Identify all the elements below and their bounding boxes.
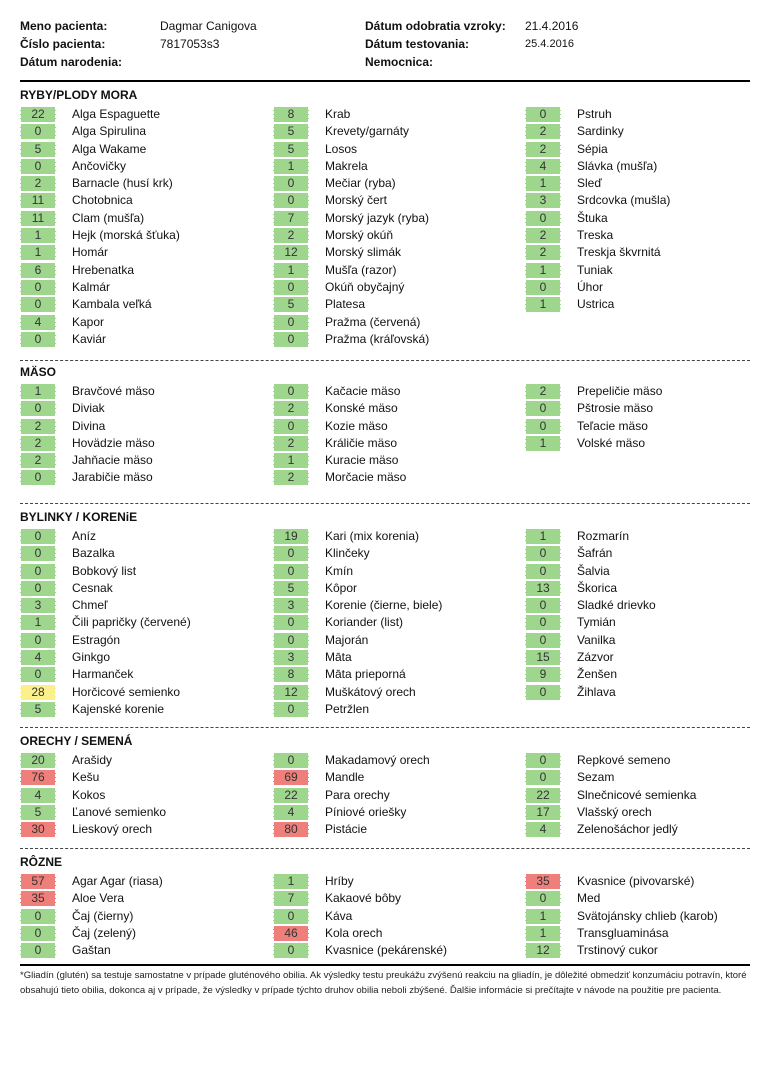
food-name: Králičie mäso [325,435,398,450]
result-value: 22 [525,788,561,803]
food-name: Jarabičie mäso [72,470,153,485]
result-value: 1 [525,909,561,924]
result-value: 22 [20,107,56,122]
result-value: 2 [525,142,561,157]
result-value: 7 [273,211,309,226]
result-value: 0 [20,332,56,347]
result-value: 8 [273,667,309,682]
result-value: 0 [525,564,561,579]
result-value: 5 [20,142,56,157]
food-name: Sladké drievko [577,598,656,613]
result-value: 0 [273,633,309,648]
food-name: Kaviár [72,331,107,346]
food-name: Hejk (morská šťuka) [72,228,180,243]
food-name: Kvasnice (pekárenské) [325,943,448,958]
food-name: Kapor [72,314,105,329]
food-name: Sépia [577,141,608,156]
result-value: 0 [273,332,309,347]
result-value: 1 [525,926,561,941]
result-value: 0 [525,107,561,122]
section-title: RÔZNE [20,855,62,869]
food-name: Svätojánsky chlieb (karob) [577,908,718,923]
result-value: 12 [273,245,309,260]
food-name: Okúň obyčajný [325,279,405,294]
result-value: 2 [20,176,56,191]
food-name: Sleď [577,176,602,191]
food-name: Pražma (červená) [325,314,421,329]
hospital-label: Nemocnica: [365,55,434,69]
result-value: 0 [20,297,56,312]
food-name: Krevety/garnáty [325,124,410,139]
result-value: 0 [273,564,309,579]
food-name: Volské mäso [577,435,646,450]
result-value: 57 [20,874,56,889]
food-name: Kalmár [72,279,111,294]
test-date-label: Dátum testovania: [365,37,470,51]
food-name: Kokos [72,787,106,802]
food-name: Estragón [72,632,121,647]
result-value: 3 [20,598,56,613]
food-name: Jahňacie mäso [72,453,153,468]
result-value: 80 [273,822,309,837]
food-name: Slnečnicové semienka [577,787,697,802]
food-name: Šalvia [577,563,610,578]
food-name: Šafrán [577,546,613,561]
section-divider [20,360,750,361]
food-name: Māta prieporná [325,667,406,682]
food-name: Kozie mäso [325,418,388,433]
food-name: Teľacie mäso [577,418,648,433]
food-name: Morský okúň [325,228,394,243]
food-name: Ančovičky [72,158,127,173]
section-title: MÄSO [20,365,56,379]
food-name: Úhor [577,279,604,294]
result-value: 17 [525,805,561,820]
food-name: Sardinky [577,124,624,139]
result-value: 1 [525,529,561,544]
food-name: Čaj (zelený) [72,925,137,940]
food-name: Para orechy [325,787,390,802]
result-value: 0 [273,315,309,330]
food-name: Clam (mušľa) [72,210,145,225]
result-value: 2 [20,453,56,468]
result-value: 0 [273,615,309,630]
result-value: 0 [273,419,309,434]
food-name: Makadamový orech [325,753,430,767]
result-value: 0 [20,667,56,682]
food-name: Morský jazyk (ryba) [325,210,430,225]
result-value: 12 [525,943,561,958]
food-name: Treska [577,228,614,243]
food-name: Pstruh [577,107,612,121]
food-name: Kmín [325,563,354,578]
food-name: Divina [72,418,106,433]
food-name: Māta [325,650,352,665]
result-value: 2 [273,401,309,416]
food-name: Agar Agar (riasa) [72,874,163,888]
patient-name-label: Meno pacienta: [20,19,108,33]
result-value: 0 [525,211,561,226]
result-value: 2 [273,436,309,451]
result-value: 0 [20,280,56,295]
result-value: 0 [525,280,561,295]
result-value: 0 [525,633,561,648]
food-name: Prepeličie mäso [577,384,663,398]
collection-date-label: Dátum odobratia vzroky: [365,19,506,33]
result-value: 1 [273,453,309,468]
food-name: Koriander (list) [325,615,404,630]
collection-date: 21.4.2016 [525,19,579,33]
result-value: 1 [525,297,561,312]
food-name: Kôpor [325,580,358,595]
food-name: Chotobnica [72,193,133,208]
food-name: Alga Espaguette [72,107,161,121]
result-value: 5 [273,297,309,312]
result-value: 22 [273,788,309,803]
result-value: 0 [20,581,56,596]
food-name: Mečiar (ryba) [325,176,396,191]
food-name: Repkové semeno [577,753,671,767]
result-value: 5 [20,805,56,820]
result-value: 0 [525,685,561,700]
food-name: Hríby [325,874,354,888]
food-name: Tymián [577,615,616,630]
result-value: 4 [20,788,56,803]
result-value: 11 [20,211,56,226]
result-value: 5 [20,702,56,717]
result-value: 12 [273,685,309,700]
result-value: 0 [20,401,56,416]
food-name: Mušľa (razor) [325,262,397,277]
result-value: 0 [20,124,56,139]
food-name: Píniové oriešky [325,804,407,819]
result-value: 35 [20,891,56,906]
result-value: 0 [273,702,309,717]
result-value: 0 [20,943,56,958]
food-name: Hovädzie mäso [72,435,155,450]
dob-label: Dátum narodenia: [20,55,123,69]
food-name: Chmeľ [72,598,108,613]
result-value: 0 [273,753,309,768]
result-value: 0 [273,943,309,958]
food-name: Barnacle (husí krk) [72,176,173,191]
food-name: Lieskový orech [72,822,153,837]
result-value: 15 [525,650,561,665]
result-value: 19 [273,529,309,544]
food-name: Kačacie mäso [325,384,401,398]
food-name: Slávka (mušľa) [577,158,658,173]
result-value: 0 [20,564,56,579]
footer-divider [20,964,750,966]
test-date: 25.4.2016 [525,38,574,50]
food-name: Makrela [325,158,368,173]
result-value: 0 [525,546,561,561]
food-name: Hrebenatka [72,262,135,277]
food-name: Homár [72,245,109,260]
food-name: Škorica [577,580,618,595]
result-value: 0 [20,529,56,544]
food-name: Krab [325,107,351,121]
food-name: Ginkgo [72,650,111,665]
section-title: ORECHY / SEMENÁ [20,734,133,748]
result-value: 0 [525,598,561,613]
food-name: Trstinový cukor [577,943,658,958]
result-value: 28 [20,685,56,700]
patient-number-label: Číslo pacienta: [20,37,106,51]
food-name: Žihlava [577,684,616,699]
result-value: 13 [525,581,561,596]
food-name: Zelenošáchor jedlý [577,822,678,837]
food-name: Kambala veľká [72,297,152,312]
food-name: Rozmarín [577,529,630,543]
result-value: 30 [20,822,56,837]
patient-name: Dagmar Canigova [160,19,257,33]
section-title: BYLINKY / KORENiE [20,510,138,524]
result-value: 0 [525,419,561,434]
food-name: Štuka [577,210,608,225]
food-name: Kvasnice (pivovarské) [577,874,695,888]
food-name: Sezam [577,770,615,785]
result-value: 5 [273,124,309,139]
result-value: 0 [273,909,309,924]
result-value: 0 [20,159,56,174]
result-value: 2 [273,470,309,485]
result-value: 1 [20,384,56,399]
result-value: 0 [20,909,56,924]
food-name: Alga Spirulina [72,124,147,139]
section-title: RYBY/PLODY MORA [20,88,138,102]
section-divider [20,848,750,849]
result-value: 4 [20,650,56,665]
result-value: 2 [20,419,56,434]
result-value: 20 [20,753,56,768]
food-name: Morský čert [325,193,388,208]
food-name: Petržlen [325,701,370,716]
section-divider [20,727,750,728]
patient-header [20,18,750,78]
food-name: Transgluaminása [577,925,669,940]
result-value: 5 [273,581,309,596]
result-value: 4 [525,159,561,174]
result-value: 1 [20,245,56,260]
food-name: Mandle [325,770,365,785]
food-name: Čili papričky (červené) [72,615,191,630]
food-name: Kešu [72,770,100,785]
result-value: 0 [525,401,561,416]
food-name: Čaj (čierny) [72,908,134,923]
header-divider [20,80,750,82]
result-value: 1 [273,159,309,174]
food-name: Pistácie [325,822,368,837]
food-name: Majorán [325,632,369,647]
food-name: Ženšen [577,667,618,682]
food-name: Cesnak [72,580,113,595]
result-value: 0 [525,615,561,630]
food-name: Muškátový orech [325,684,416,699]
food-name: Platesa [325,297,366,312]
food-name: Harmanček [72,667,134,682]
result-value: 0 [20,633,56,648]
result-value: 0 [273,384,309,399]
food-name: Aníz [72,529,97,543]
food-name: Kakaové bôby [325,891,402,906]
result-value: 4 [20,315,56,330]
result-value: 4 [525,822,561,837]
food-name: Morský slimák [325,245,402,260]
food-name: Káva [325,908,353,923]
food-name: Konské mäso [325,401,398,416]
result-value: 69 [273,770,309,785]
food-name: Aloe Vera [72,891,125,906]
food-name: Vlašský orech [577,804,652,819]
food-name: Klinčeky [325,546,370,561]
food-name: Kuracie mäso [325,453,399,468]
result-value: 2 [525,245,561,260]
result-value: 9 [525,667,561,682]
result-value: 1 [20,615,56,630]
food-name: Kari (mix korenia) [325,529,420,543]
result-value: 2 [525,384,561,399]
result-value: 0 [273,280,309,295]
food-name: Bravčové mäso [72,384,155,398]
result-value: 3 [525,193,561,208]
food-name: Srdcovka (mušla) [577,193,671,208]
food-name: Zázvor [577,650,614,665]
section-divider [20,503,750,504]
result-value: 0 [525,770,561,785]
result-value: 0 [20,546,56,561]
result-value: 2 [525,228,561,243]
result-value: 11 [20,193,56,208]
result-value: 0 [20,470,56,485]
result-value: 6 [20,263,56,278]
result-value: 35 [525,874,561,889]
result-value: 0 [273,193,309,208]
result-value: 2 [273,228,309,243]
food-name: Morčacie mäso [325,470,407,485]
food-name: Horčicové semienko [72,684,181,699]
result-value: 1 [20,228,56,243]
food-name: Kola orech [325,925,383,940]
food-name: Pštrosie mäso [577,401,654,416]
result-value: 46 [273,926,309,941]
result-value: 7 [273,891,309,906]
food-name: Losos [325,141,358,156]
result-value: 3 [273,650,309,665]
food-name: Pražma (kráľovská) [325,331,430,346]
result-value: 3 [273,598,309,613]
result-value: 2 [20,436,56,451]
result-value: 1 [525,263,561,278]
result-value: 1 [525,436,561,451]
food-name: Med [577,891,601,906]
result-value: 1 [273,263,309,278]
result-value: 2 [525,124,561,139]
food-name: Kajenské korenie [72,701,165,716]
food-name: Gaštan [72,943,111,958]
result-value: 1 [525,176,561,191]
result-value: 5 [273,142,309,157]
food-name: Diviak [72,401,105,416]
food-name: Vanilka [577,632,616,647]
food-name: Alga Wakame [72,141,147,156]
food-name: Treskja škvrnitá [577,245,661,260]
food-name: Ľanové semienko [72,804,167,819]
food-name: Bobkový list [72,563,137,578]
food-name: Bazalka [72,546,115,561]
result-value: 0 [525,753,561,768]
food-name: Tuniak [577,262,613,277]
food-name: Korenie (čierne, biele) [325,598,443,613]
food-name: Arašidy [72,753,113,767]
patient-number: 7817053s3 [160,37,220,51]
result-value: 1 [273,874,309,889]
result-value: 8 [273,107,309,122]
result-value: 0 [273,176,309,191]
result-value: 0 [525,891,561,906]
result-value: 4 [273,805,309,820]
food-name: Ustrica [577,297,615,312]
result-value: 0 [20,926,56,941]
footnote: *Gliadín (glutén) sa testuje samostatne v prípade gluténového obilia. Ak výsledky testu preukážu zvýšenú reakciu na gliadín, je dôležité obmedziť konzumáciu potravín, ktoré obsahujú tieto obilia, dokonca aj v prípade, že výsledky v prípade týchto druhov obilia neboli zbýšené. Ďalšie informácie si prečítajte v návode na použitie pre pacienta. [20,970,747,996]
result-value: 76 [20,770,56,785]
result-value: 0 [273,546,309,561]
